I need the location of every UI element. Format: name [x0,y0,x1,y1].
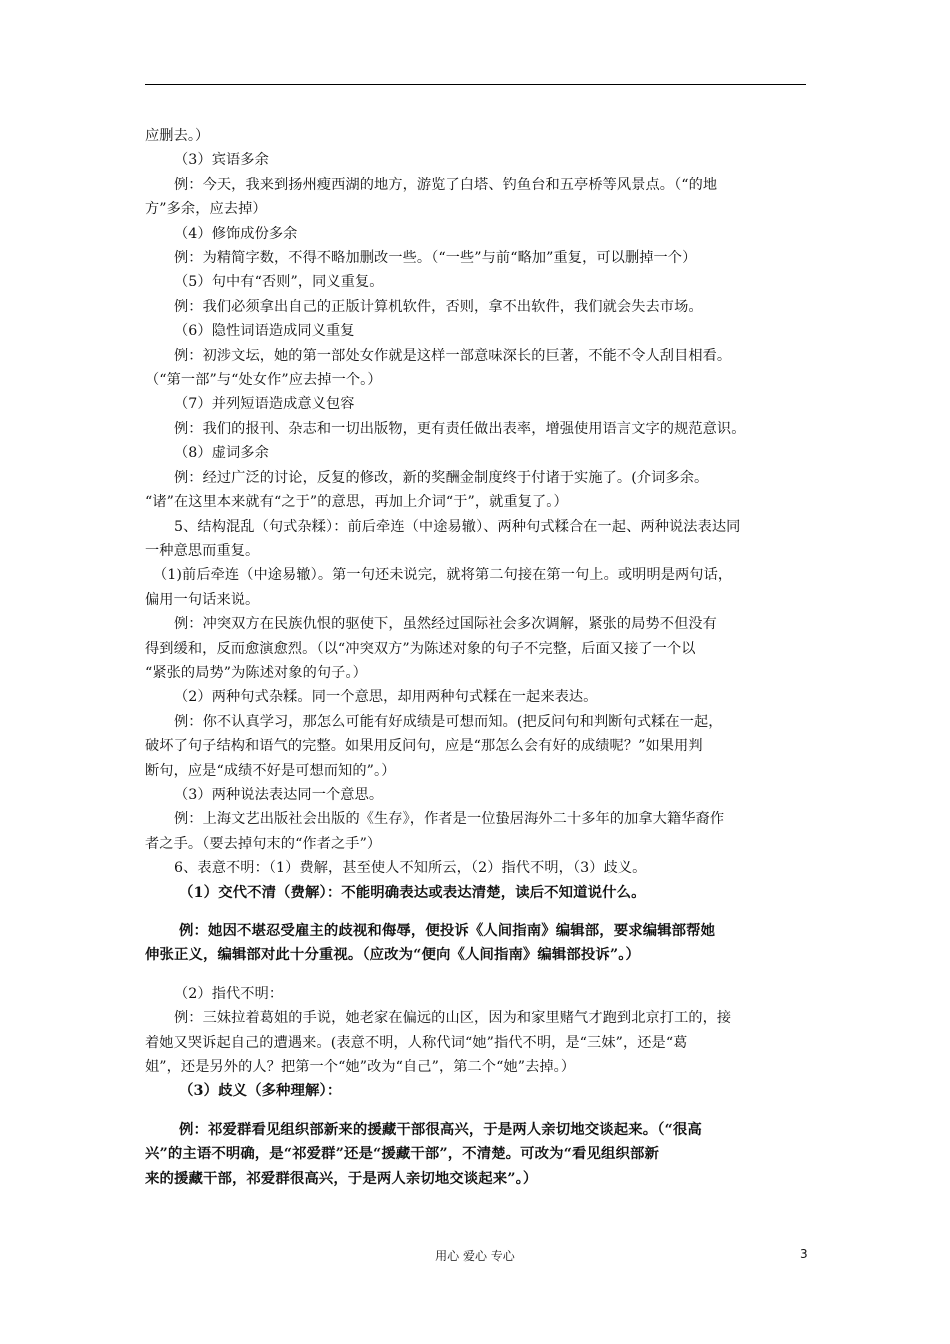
text-line: （7）并列短语造成意义包容 [174,396,355,413]
text-line: 一种意思而重复。 [145,542,260,559]
text-line: 得到缓和，反而愈演愈烈。（以“冲突双方”为陈述对象的句子不完整，后面又接了一个以 [145,640,696,657]
text-line: “紧张的局势”为陈述对象的句子。） [145,664,367,681]
text-line: （2）指代不明： [174,985,284,1002]
text-line: 破坏了句子结构和语气的完整。如果用反问句，应是“那怎么会有好的成绩呢？”如果用判 [145,738,703,755]
text-line: （8）虚词多余 [174,445,269,462]
text-line: （3）宾语多余 [174,152,269,169]
text-line: 例：你不认真学习，那怎么可能有好成绩是可想而知。(把反问句和判断句式糅在一起， [174,713,723,730]
text-line: （1)前后牵连（中途易辙）。第一句还未说完，就将第二句接在第一句上。或明明是两句话， [153,567,733,584]
text-line: 例：我们必须拿出自己的正版计算机软件，否则，拿不出软件，我们就会失去市场。 [174,298,703,315]
text-line: （5）句中有“否则”，同义重复。 [174,274,384,291]
bold-text-line: 伸张正义，编辑部对此十分重视。（应改为“便向《人间指南》编辑部投诉”。） [145,946,641,964]
footer-motto: 用心 爱心 专心 [435,1249,515,1263]
text-line: 6、表意不明：（1）费解，甚至使人不知所云，（2）指代不明，（3）歧义。 [174,860,647,877]
bold-text-line: 例：祁爱群看见组织部新来的援藏干部很高兴，于是两人亲切地交谈起来。（“很高 [179,1120,702,1138]
text-line: 方”多余，应去掉） [145,201,267,218]
page-number: 3 [800,1247,808,1261]
text-line: 例：今天，我来到扬州瘦西湖的地方，游览了白塔、钓鱼台和五亭桥等风景点。（“的地 [174,176,718,193]
text-line: 例：三妹拉着葛姐的手说，她老家在偏远的山区，因为和家里赌气才跑到北京打工的，接 [174,1010,732,1027]
bold-heading: （3）歧义（多种理解）： [179,1082,342,1100]
bold-text-line: 例：她因不堪忍受雇主的歧视和侮辱，便投诉《人间指南》编辑部，要求编辑部帮她 [179,922,716,939]
text-line: （6）隐性词语造成同义重复 [174,323,355,340]
text-line: 例：为精简字数，不得不略加删改一些。（“一些”与前“略加”重复，可以删掉一个） [174,250,697,267]
text-line: 偏用一句话来说。 [145,591,260,608]
bold-text-line: 来的援藏干部，祁爱群很高兴，于是两人亲切地交谈起来”。） [145,1169,538,1187]
text-line: 姐”，还是另外的人？把第一个“她”改为“自己”，第二个“她”去掉。） [145,1059,576,1076]
document-body [145,124,806,1191]
text-line: 断句，应是“成绩不好是可想而知的”。） [145,762,396,779]
text-line: 应删去。） [145,128,210,144]
text-line: （2）两种句式杂糅。同一个意思，却用两种句式糅在一起来表达。 [174,689,598,706]
text-line: （“第一部”与“处女作”应去掉一个。） [145,372,382,389]
text-line: 例：我们的报刊、杂志和一切出版物，更有责任做出表率，增强使用语言文字的规范意识。 [174,420,746,437]
text-line: “诸”在这里本来就有“之于”的意思，再加上介词“于”，就重复了。） [145,494,568,511]
bold-heading: （1）交代不清（费解）：不能明确表达或表达清楚，读后不知道说什么。 [179,883,646,901]
text-line: 例：冲突双方在民族仇恨的驱使下，虽然经过国际社会多次调解，紧张的局势不但没有 [174,616,717,633]
text-line: （4）修饰成份多余 [174,225,298,242]
text-line: 例：初涉文坛，她的第一部处女作就是这样一部意味深长的巨著，不能不令人刮目相看。 [174,347,732,364]
header-rule [145,84,806,85]
text-line: 者之手。（要去掉句末的“作者之手”） [145,835,382,852]
text-line: 例：经过广泛的讨论，反复的修改，新的奖酬金制度终于付诸于实施了。(介词多余。 [174,469,709,486]
bold-text-line: 兴”的主语不明确，是“祁爱群”还是“援藏干部”，不清楚。可改为“看见组织部新 [145,1145,659,1163]
text-line: 例：上海文艺出版社会出版的《生存》，作者是一位蛰居海外二十多年的加拿大籍华裔作 [174,811,725,828]
text-line: （3）两种说法表达同一个意思。 [174,786,384,803]
text-line: 5、结构混乱（句式杂糅）：前后牵连（中途易辙）、两种句式糅合在一起、两种说法表达同 [174,518,741,535]
text-line: 着她又哭诉起自己的遭遇来。(表意不明，人称代词“她”指代不明，是“三妹”，还是“葛 [145,1034,688,1051]
